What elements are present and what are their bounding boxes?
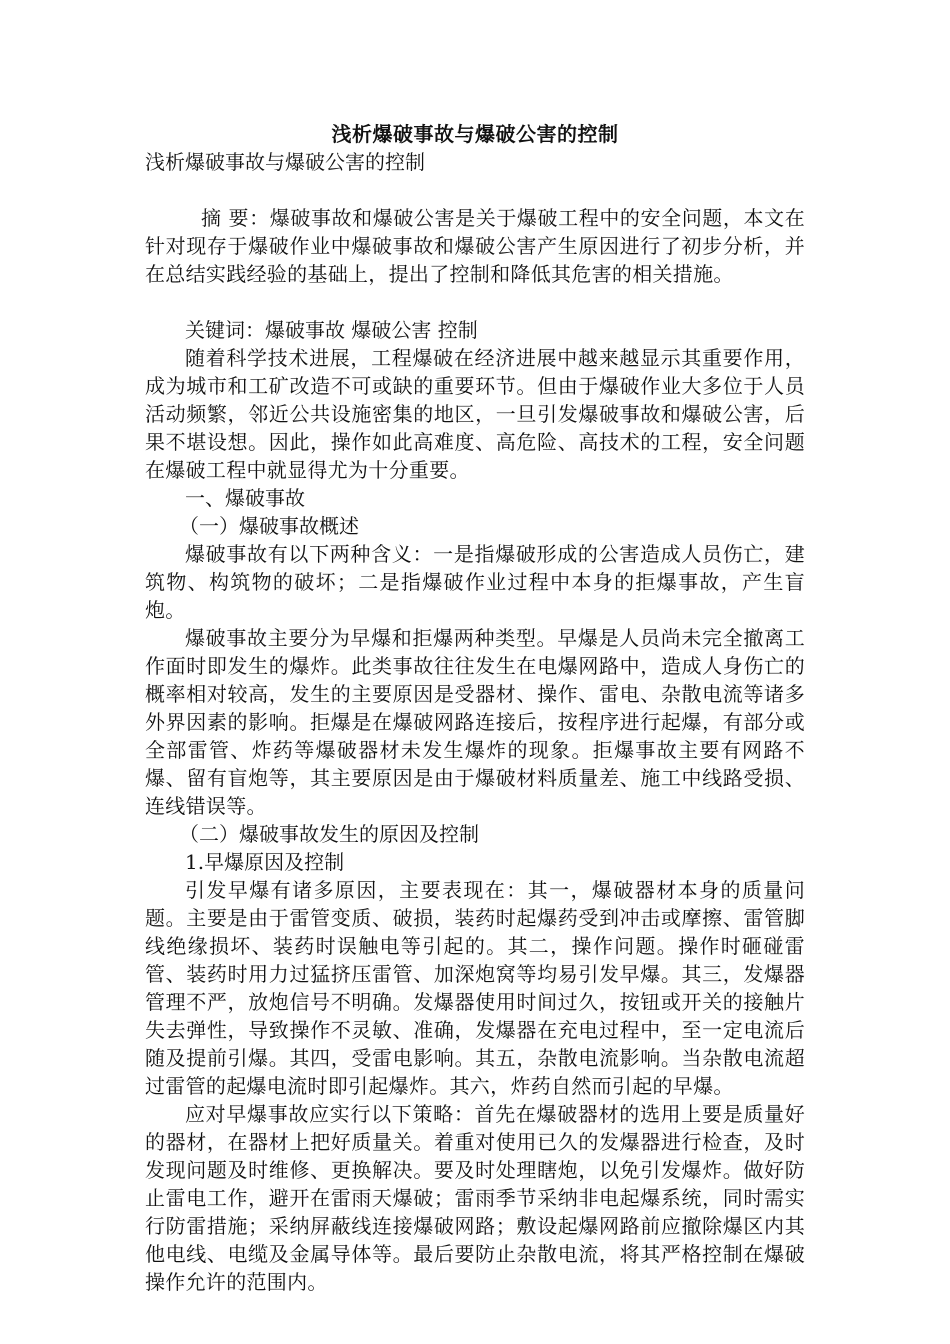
body-paragraph: 引发早爆有诸多原因，主要表现在：其一，爆破器材本身的质量问题。主要是由于雷管变质、破损，装药时起爆药受到冲击或摩擦、雷管脚线绝缘损坏、装药时误触电等引起的。其二，操作问题。操作时砸碰雷管、装药时用力过猛挤压雷管、加深炮窝等均易引发早爆。其三，发爆器管理不严，放炮信号不明确。发爆器使用时间过久，按钮或开关的接触片失去弹性，导致操作不灵敏、准确，发爆器在充电过程中，至一定电流后随及提前引爆。其四，受雷电影响。其五，杂散电流影响。当杂散电流超过雷管的起爆电流时即引起爆炸。其六，炸药自然而引起的早爆。 <box>145 878 805 1098</box>
body-paragraph: 爆破事故主要分为早爆和拒爆两种类型。早爆是人员尚未完全撤离工作面时即发生的爆炸。此类事故往往发生在电爆网路中，造成人身伤亡的概率相对较高，发生的主要原因是受器材、操作、雷电、杂散电流等诸多外界因素的影响。拒爆是在爆破网路连接后，按程序进行起爆，有部分或全部雷管、炸药等爆破器材未发生爆炸的现象。拒爆事故主要有网路不爆、留有盲炮等，其主要原因是由于爆破材料质量差、施工中线路受损、连线错误等。 <box>145 626 805 818</box>
keywords-line: 关键词：爆破事故 爆破公害 控制 <box>185 318 478 342</box>
body-paragraph: 爆破事故有以下两种含义：一是指爆破形成的公害造成人员伤亡，建筑物、构筑物的破坏；二是指爆破作业过程中本身的拒爆事故，产生盲炮。 <box>145 542 805 622</box>
document-title: 浅析爆破事故与爆破公害的控制 <box>331 122 619 146</box>
body-paragraph: 应对早爆事故应实行以下策略：首先在爆破器材的选用上要是质量好的器材，在器材上把好质量关。着重对使用已久的发爆器进行检查，及时发现问题及时维修、更换解决。要及时处理瞎炮，以免引发爆炸。做好防止雷电工作，避开在雷雨天爆破；雷雨季节采纳非电起爆系统，同时需实行防雷措施；采纳屏蔽线连接爆破网路；敷设起爆网路前应撤除爆区内其他电线、电缆及金属导体等。最后要防止杂散电流，将其严格控制在爆破操作允许的范围内。 <box>145 1102 805 1294</box>
blank-line <box>145 288 805 316</box>
subsubsection-heading: 1.早爆原因及控制 <box>185 850 345 874</box>
section-heading: 一、爆破事故 <box>185 486 305 510</box>
subsection-heading: （一）爆破事故概述 <box>179 514 359 538</box>
intro-paragraph: 随着科学技术进展，工程爆破在经济进展中越来越显示其重要作用，成为城市和工矿改造不可或缺的重要环节。但由于爆破作业大多位于人员活动频繁，邻近公共设施密集的地区，一旦引发爆破事故和爆破公害，后果不堪设想。因此，操作如此高难度、高危险、高技术的工程，安全问题在爆破工程中就显得尤为十分重要。 <box>145 346 805 482</box>
subsection-heading: （二）爆破事故发生的原因及控制 <box>179 822 479 846</box>
abstract-paragraph: 摘 要：爆破事故和爆破公害是关于爆破工程中的安全问题，本文在针对现存于爆破作业中爆破事故和爆破公害产生原因进行了初步分析，并在总结实践经验的基础上，提出了控制和降低其危害的相关措施。 <box>145 206 805 286</box>
document-subtitle: 浅析爆破事故与爆破公害的控制 <box>145 150 425 174</box>
document-page <box>145 120 805 1296</box>
blank-line <box>145 176 805 204</box>
